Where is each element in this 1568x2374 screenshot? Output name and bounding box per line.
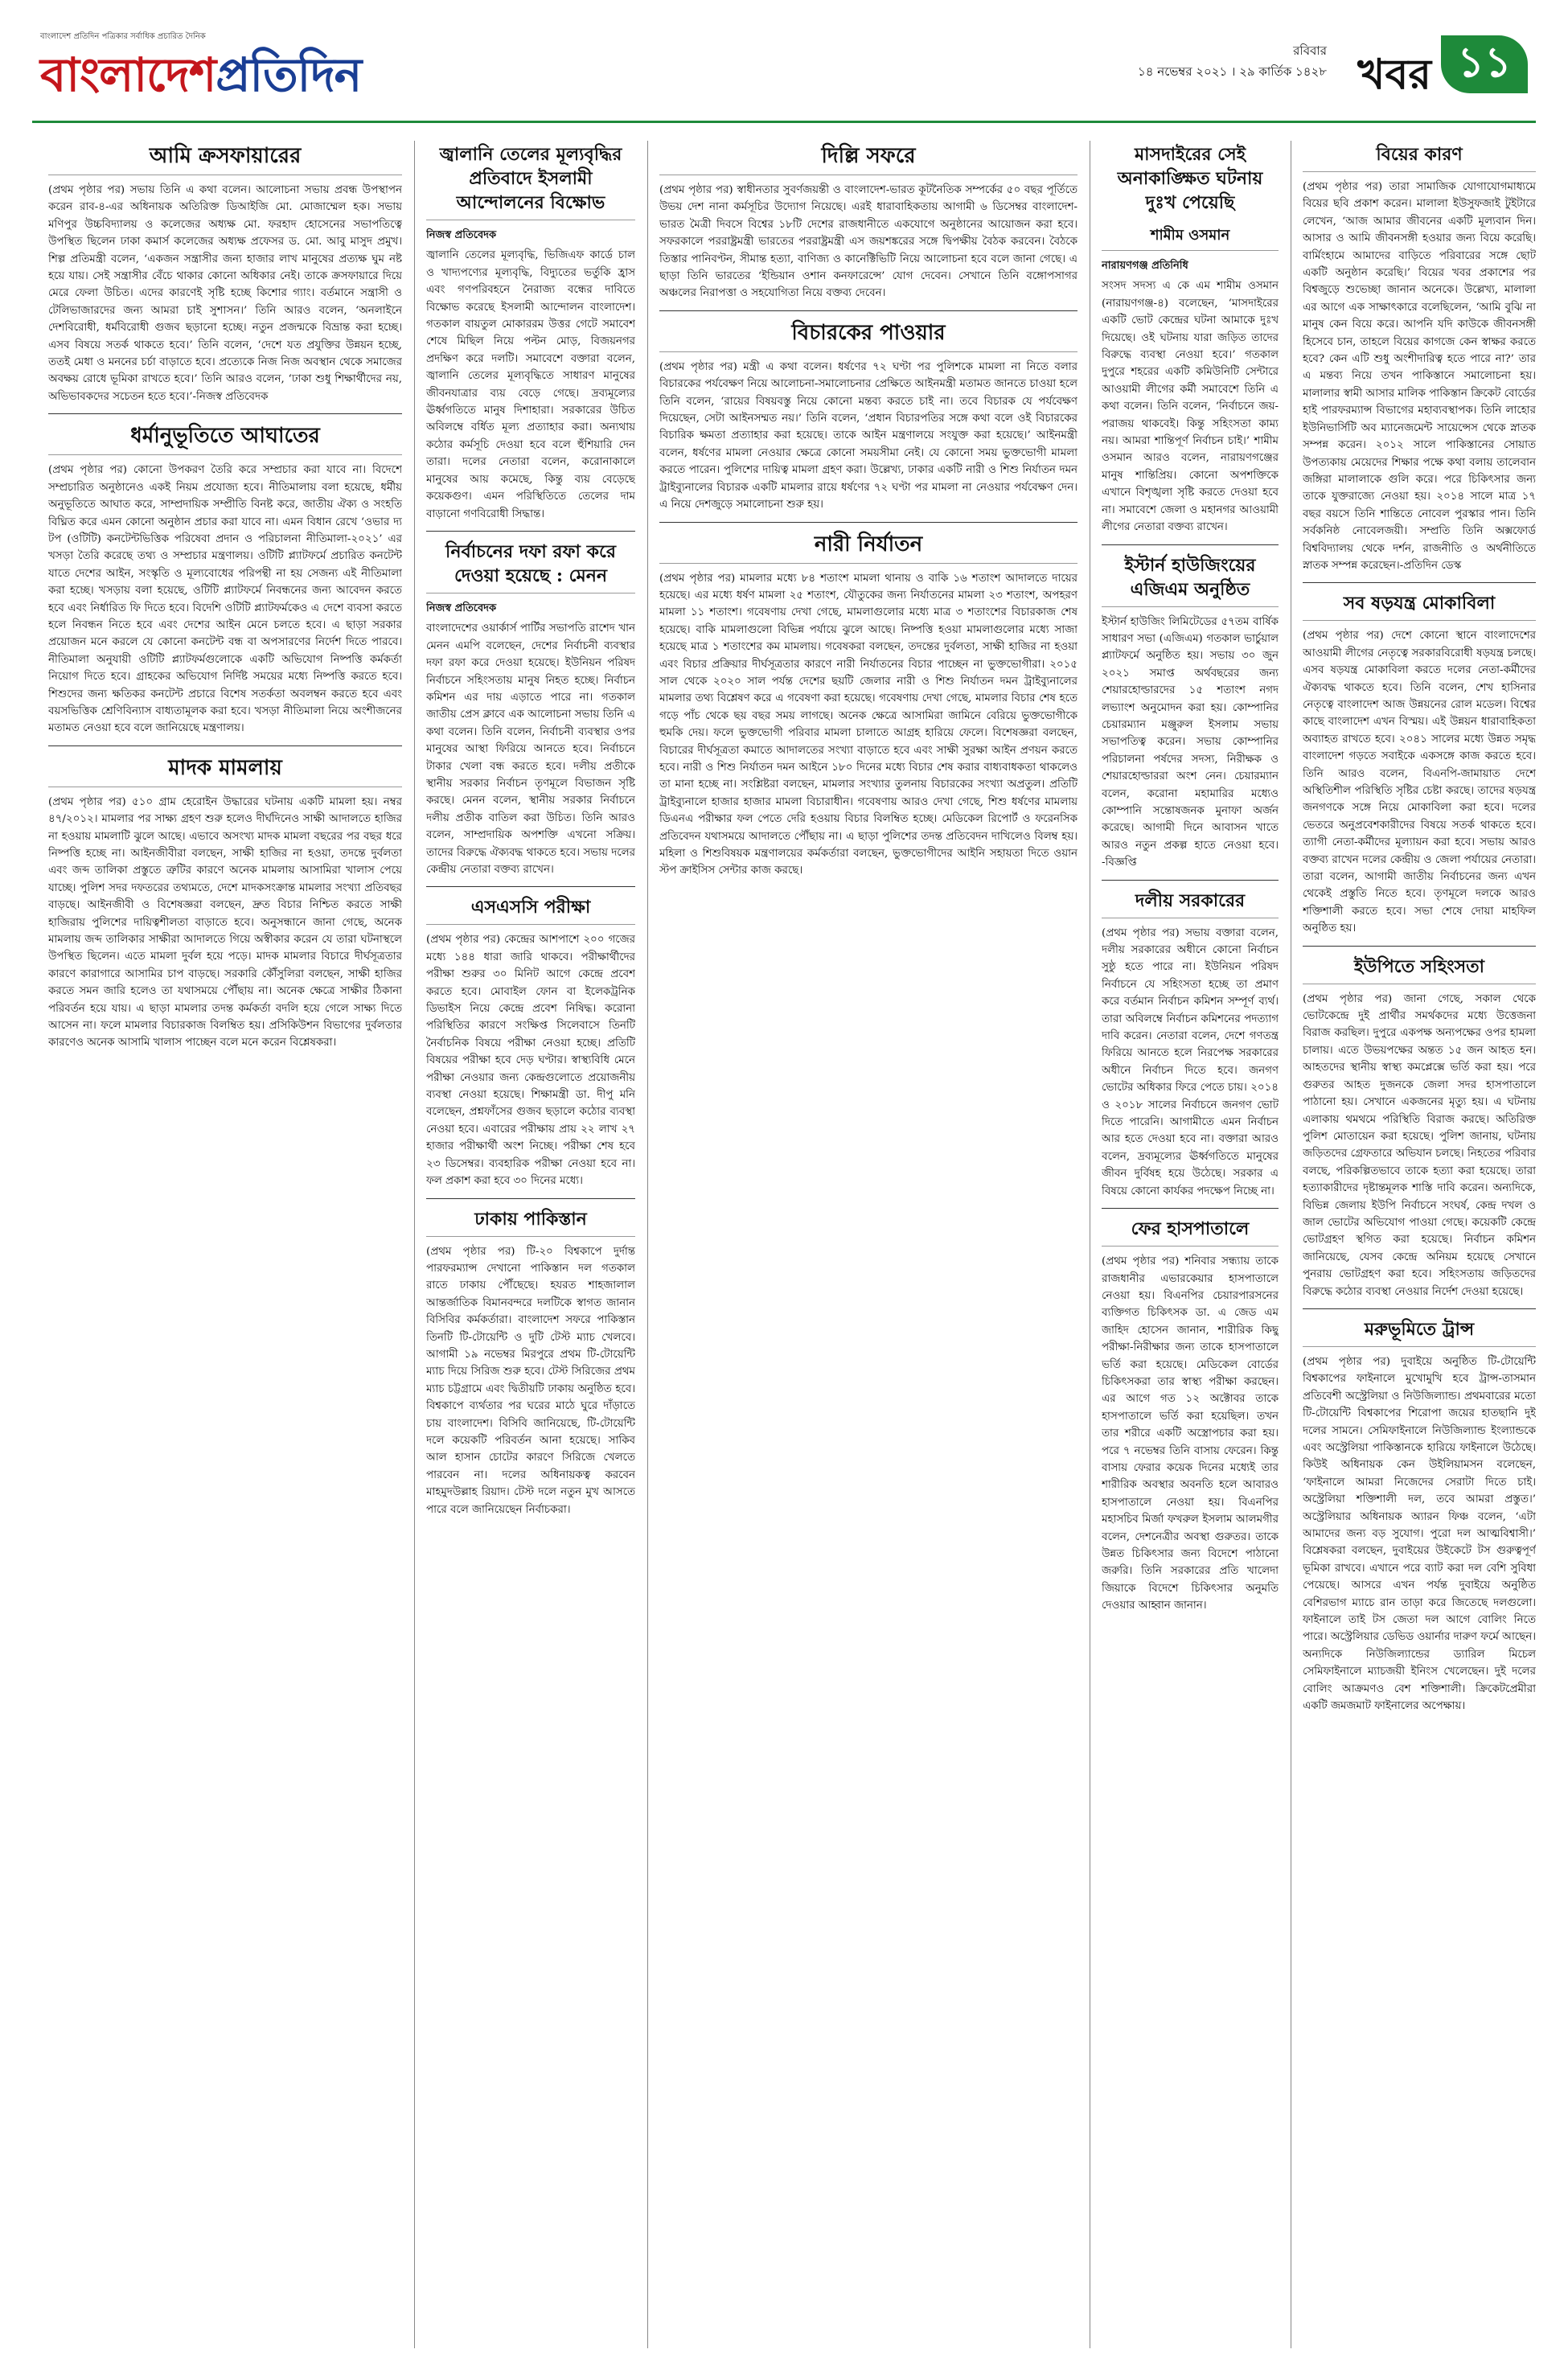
- article-body-marriage-reason: (প্রথম পৃষ্ঠার পর) তারা সামাজিক যোগাযোগমাধ্যমে বিয়ের ছবি প্রকাশ করেন। মালালা ইউসুফজাই টুইটারে লেখেন, ‘আজ আমার জীবনের একটি মূল্যবান দিন। আসার ও আমি জীবনসঙ্গী হওয়ার জন্য বিয়ে করেছি। বার্মিংহামে আমাদের বাড়িতে পরিবারের সঙ্গে ছোট একটি অনুষ্ঠান করেছি।’ বিয়ের খবর প্রকাশের পর বিশ্বজুড়ে শুভেচ্ছা জানান অনেকে। উল্লেখ্য, মালালা এর আগে এক সাক্ষাৎকারে বলেছিলেন, ‘আমি বুঝি না মানুষ কেন বিয়ে করে। আপনি যদি কাউকে জীবনসঙ্গী হিসেবে চান, তাহলে বিয়ের কাগজে কেন স্বাক্ষর করতে হবে? কেন এটি শুধু অংশীদারিত্ব হতে পারে না?’ তার এ মন্তব্য নিয়ে তখন পাকিস্তানে সমালোচনা হয়। মালালার স্বামী আসার মালিক পাকিস্তান ক্রিকেট বোর্ডের হাই পারফরম্যান্স বিভাগের মহাব্যবস্থাপক। তিনি লাহোর ইউনিভার্সিটি অব ম্যানেজমেন্ট সায়েন্সেস থেকে স্নাতক সম্পন্ন করেন। ২০১২ সালে পাকিস্তানের সোয়াত উপত্যকায় মেয়েদের শিক্ষার পক্ষে কথা বলায় তালেবান জঙ্গিরা মালালাকে গুলি করে। পরে চিকিৎসার জন্য তাকে যুক্তরাজ্যে নেওয়া হয়। ২০১৪ সালে মাত্র ১৭ বছর বয়সে তিনি শান্তিতে নোবেল পুরস্কার পান। তিনি সর্বকনিষ্ঠ নোবেলজয়ী। সম্প্রতি তিনি অক্সফোর্ড বিশ্ববিদ্যালয় থেকে দর্শন, রাজনীতি ও অর্থনীতিতে স্নাতক সম্পন্ন করেছেন।-প্রতিদিন ডেস্ক: [1303, 181, 1536, 572]
- divider: [426, 1198, 635, 1199]
- logo-tagline: বাংলাদেশ প্রতিদিন পত্রিকার সর্বাধিক প্রচারিত দৈনিক: [40, 32, 206, 41]
- byline-menon: নিজস্ব প্রতিবেদক: [426, 602, 497, 614]
- column-4: [1102, 141, 1279, 2348]
- divider: [48, 745, 402, 746]
- headline-women-violence[interactable]: নারী নির্যাতন: [659, 531, 1077, 564]
- column-2: [426, 141, 635, 2348]
- headline-religious-sentiment[interactable]: ধর্মানুভূতিতে আঘাতের: [48, 422, 402, 455]
- headline-crossfire[interactable]: আমি ক্রসফায়ারের: [48, 142, 402, 175]
- headline-delhi-visit[interactable]: দিল্লি সফরে: [659, 142, 1077, 175]
- section-title: খবর: [1357, 51, 1431, 99]
- headline-menon[interactable]: নির্বাচনের দফা রফা করে দেওয়া হয়েছে : মেনন: [426, 540, 635, 594]
- headline-drug-case[interactable]: মাদক মামলায়: [48, 754, 402, 787]
- byline-masdair: নারায়ণগঞ্জ প্রতিনিধি: [1102, 260, 1188, 272]
- headline-masdair[interactable]: মাসদাইরের সেই অনাকাঙ্ক্ষিত ঘটনায় দুঃখ পেয়েছি: [1117, 144, 1263, 213]
- article-body-conspiracy: (প্রথম পৃষ্ঠার পর) দেশে কোনো স্থানে বাংলাদেশের আওয়ামী লীগের নেতৃত্বে সরকারবিরোধী ষড়যন্ত্র চলছে। এসব ষড়যন্ত্র মোকাবিলা করতে দলের নেতা-কর্মীদের ঐক্যবদ্ধ থাকতে হবে। তিনি বলেন, শেখ হাসিনার নেতৃত্বে বাংলাদেশ আজ উন্নয়নের রোল মডেল। বিশ্বের কাছে বাংলাদেশ এখন বিস্ময়। এই উন্নয়ন ধারাবাহিকতা অব্যাহত রাখতে হবে। ২০৪১ সালের মধ্যে উন্নত সমৃদ্ধ বাংলাদেশ গড়তে সবাইকে একসঙ্গে কাজ করতে হবে। তিনি আরও বলেন, বিএনপি-জামায়াত দেশে অস্থিতিশীল পরিস্থিতি সৃষ্টির চেষ্টা করছে। তাদের ষড়যন্ত্র জনগণকে সঙ্গে নিয়ে মোকাবিলা করা হবে। দলের ভেতরে অনুপ্রবেশকারীদের বিষয়ে সতর্ক থাকতে হবে। ত্যাগী নেতা-কর্মীদের মূল্যায়ন করা হবে। সভায় আরও বক্তব্য রাখেন দলের কেন্দ্রীয় ও জেলা পর্যায়ের নেতারা। তারা বলেন, আগামী জাতীয় নির্বাচনের জন্য এখন থেকেই প্রস্তুতি নিতে হবে। তৃণমূলে দলকে আরও শক্তিশালী করতে হবে। সভা শেষে দোয়া মাহফিল অনুষ্ঠিত হয়।: [1303, 630, 1536, 935]
- newspaper-logo[interactable]: [40, 45, 361, 111]
- column-1: [48, 141, 402, 2348]
- masthead: [32, 24, 1536, 137]
- divider: [1102, 880, 1279, 881]
- article-body-menon: বাংলাদেশের ওয়ার্কার্স পার্টির সভাপতি রাশেদ খান মেনন এমপি বলেছেন, দেশের নির্বাচনী ব্যবস্থার দফা রফা করে দেওয়া হয়েছে। ইউনিয়ন পরিষদ নির্বাচনে সহিংসতায় মানুষ নিহত হচ্ছে। নির্বাচন কমিশন এর দায় এড়াতে পারে না। গতকাল জাতীয় প্রেস ক্লাবে এক আলোচনা সভায় তিনি এ কথা বলেন। তিনি বলেন, নির্বাচনী ব্যবস্থার ওপর মানুষের আস্থা ফিরিয়ে আনতে হবে। নির্বাচনে টাকার খেলা বন্ধ করতে হবে। দলীয় প্রতীকে স্থানীয় সরকার নির্বাচন তৃণমূলে বিভাজন সৃষ্টি করছে। মেনন বলেন, স্থানীয় সরকার নির্বাচনে দলীয় প্রতীক বাতিল করা উচিত। তিনি আরও বলেন, সাম্প্রদায়িক অপশক্তি এখনো সক্রিয়। তাদের বিরুদ্ধে ঐক্যবদ্ধ থাকতে হবে। সভায় দলের কেন্দ্রীয় নেতারা বক্তব্য রাখেন।: [426, 622, 635, 876]
- divider: [1303, 1308, 1536, 1309]
- byline-fuel-protest: নিজস্ব প্রতিবেদক: [426, 229, 497, 241]
- divider: [426, 531, 635, 532]
- headline-party-government[interactable]: দলীয় সরকারের: [1102, 889, 1279, 918]
- headline-fuel-protest[interactable]: জ্বালানি তেলের মূল্যবৃদ্ধির প্রতিবাদে ইসলামী আন্দোলনের বিক্ষোভ: [426, 142, 635, 220]
- divider: [1303, 946, 1536, 947]
- headline-marriage-reason[interactable]: বিয়ের কারণ: [1303, 142, 1536, 172]
- date-block: [1138, 40, 1327, 82]
- headline-conspiracy[interactable]: সব ষড়যন্ত্র মোকাবিলা: [1303, 591, 1536, 621]
- article-body-ssc: (প্রথম পৃষ্ঠার পর) কেন্দ্রের আশপাশে ২০০ গজের মধ্যে ১৪৪ ধারা জারি থাকবে। পরীক্ষার্থীদের পরীক্ষা শুরুর ৩০ মিনিট আগে কেন্দ্রে প্রবেশ করতে হবে। মোবাইল ফোন বা ইলেকট্রনিক ডিভাইস নিয়ে কেন্দ্রে প্রবেশ নিষিদ্ধ। করোনা পরিস্থিতির কারণে সংক্ষিপ্ত সিলেবাসে তিনটি নৈর্বাচনিক বিষয়ে পরীক্ষা নেওয়া হচ্ছে। প্রতিটি বিষয়ের পরীক্ষা হবে দেড় ঘণ্টার। স্বাস্থ্যবিধি মেনে পরীক্ষা নেওয়ার জন্য কেন্দ্রগুলোতে প্রয়োজনীয় ব্যবস্থা নেওয়া হয়েছে। শিক্ষামন্ত্রী ডা. দীপু মনি বলেছেন, প্রশ্নফাঁসের গুজব ছড়ালে কঠোর ব্যবস্থা নেওয়া হবে। এবারের পরীক্ষায় প্রায় ২২ লাখ ২৭ হাজার পরীক্ষার্থী অংশ নিচ্ছে। পরীক্ষা শেষ হবে ২৩ ডিসেম্বর। ব্যবহারিক পরীক্ষা নেওয়া হবে না। ফল প্রকাশ করা হবে ৩০ দিনের মধ্যে।: [426, 934, 635, 1188]
- divider: [48, 413, 402, 414]
- logo-text-part1: বাংলাদেশ: [40, 47, 216, 102]
- headline-hospital-again[interactable]: ফের হাসপাতালে: [1102, 1217, 1279, 1247]
- article-body-up-violence: (প্রথম পৃষ্ঠার পর) জানা গেছে, সকাল থেকে ভোটকেন্দ্রে দুই প্রার্থীর সমর্থকদের মধ্যে উত্তেজনা বিরাজ করছিল। দুপুরে একপক্ষ অন্যপক্ষের ওপর হামলা চালায়। এতে উভয়পক্ষের অন্তত ১৫ জন আহত হন। আহতদের স্থানীয় স্বাস্থ্য কমপ্লেক্সে ভর্তি করা হয়। পরে গুরুতর আহত দুজনকে জেলা সদর হাসপাতালে পাঠানো হয়। সেখানে একজনের মৃত্যু হয়। এ ঘটনায় এলাকায় থমথমে পরিস্থিতি বিরাজ করছে। অতিরিক্ত পুলিশ মোতায়েন করা হয়েছে। পুলিশ জানায়, ঘটনায় জড়িতদের গ্রেফতারে অভিযান চলছে। নিহতের পরিবার বলছে, পরিকল্পিতভাবে তাকে হত্যা করা হয়েছে। তারা হত্যাকারীদের দৃষ্টান্তমূলক শাস্তি দাবি করেন। অন্যদিকে, বিভিন্ন জেলায় ইউপি নির্বাচনে সংঘর্ষ, কেন্দ্র দখল ও জাল ভোটের অভিযোগ পাওয়া গেছে। কয়েকটি কেন্দ্রে ভোটগ্রহণ স্থগিত করা হয়েছে। নির্বাচন কমিশন জানিয়েছে, যেসব কেন্দ্রে অনিয়ম হয়েছে সেখানে পুনরায় ভোটগ্রহণ করা হবে। সহিংসতায় জড়িতদের বিরুদ্ধে কঠোর ব্যবস্থা নেওয়ার নির্দেশ দেওয়া হয়েছে।: [1303, 992, 1536, 1298]
- divider: [659, 310, 1077, 311]
- article-body-delhi-visit: (প্রথম পৃষ্ঠার পর) স্বাধীনতার সুবর্ণজয়ন্তী ও বাংলাদেশ-ভারত কূটনৈতিক সম্পর্কের ৫০ বছর পূর্তিতে উভয় দেশ নানা কর্মসূচির উদ্যোগ নিয়েছে। এরই ধারাবাহিকতায় আগামী ৬ ডিসেম্বর বাংলাদেশ-ভারত মৈত্রী দিবসে বিশ্বের ১৮টি দেশের রাজধানীতে একযোগে অনুষ্ঠানের আয়োজন করা হবে। সফরকালে পররাষ্ট্রমন্ত্রী ভারতের পররাষ্ট্রমন্ত্রী এস জয়শঙ্করের সঙ্গে দ্বিপক্ষীয় বৈঠক করবেন। বৈঠকে তিস্তার পানিবণ্টন, সীমান্ত হত্যা, বাণিজ্য ও কানেক্টিভিটি নিয়ে আলোচনা হবে বলে জানা গেছে। এ ছাড়া তিনি ভারতের ‘ইন্ডিয়ান ওশান কনফারেন্সে’ যোগ দেবেন। সেখানে তিনি বঙ্গোপসাগর অঞ্চলের নিরাপত্তা ও সহযোগিতা নিয়ে বক্তব্য দেবেন।: [659, 184, 1077, 300]
- article-body-fuel-protest: জ্বালানি তেলের মূল্যবৃদ্ধি, ভিজিএফ কার্ডে চাল ও খাদ্যপণ্যের মূল্যবৃদ্ধি, বিদ্যুতের ভর্তুকি হ্রাস এবং গণপরিবহনে নৈরাজ্য বন্ধের দাবিতে বিক্ষোভ করেছে ইসলামী আন্দোলন বাংলাদেশ। গতকাল বায়তুল মোকাররম উত্তর গেটে সমাবেশ শেষে মিছিল নিয়ে পল্টন মোড়, বিজয়নগর প্রদক্ষিণ করে দলটি। সমাবেশে বক্তারা বলেন, জ্বালানি তেলের মূল্যবৃদ্ধিতে সাধারণ মানুষের জীবনযাত্রার ব্যয় বেড়ে গেছে। দ্রব্যমূল্যের ঊর্ধ্বগতিতে মানুষ দিশাহারা। সরকারের উচিত অবিলম্বে বর্ধিত মূল্য প্রত্যাহার করা। অন্যথায় কঠোর কর্মসূচি দেওয়া হবে বলে হুঁশিয়ারি দেন তারা। দলের নেতারা বলেন, করোনাকালে মানুষের আয় কমেছে, কিন্তু ব্যয় বেড়েছে কয়েকগুণ। এমন পরিস্থিতিতে তেলের দাম বাড়ানো গণবিরোধী সিদ্ধান্ত।: [426, 249, 635, 520]
- article-body-pakistan-dhaka: (প্রথম পৃষ্ঠার পর) টি-২০ বিশ্বকাপে দুর্দান্ত পারফরম্যান্স দেখানো পাকিস্তান দল গতকাল রাতে ঢাকায় পৌঁছেছে। হযরত শাহজালাল আন্তর্জাতিক বিমানবন্দরে দলটিকে স্বাগত জানান বিসিবির কর্মকর্তারা। বাংলাদেশ সফরে পাকিস্তান তিনটি টি-টোয়েন্টি ও দুটি টেস্ট ম্যাচ খেলবে। আগামী ১৯ নভেম্বর মিরপুরে প্রথম টি-টোয়েন্টি ম্যাচ দিয়ে সিরিজ শুরু হবে। টেস্ট সিরিজের প্রথম ম্যাচ চট্টগ্রামে এবং দ্বিতীয়টি ঢাকায় অনুষ্ঠিত হবে। বিশ্বকাপে ব্যর্থতার পর ঘরের মাঠে ঘুরে দাঁড়াতে চায় বাংলাদেশ। বিসিবি জানিয়েছে, টি-টোয়েন্টি দলে কয়েকটি পরিবর্তন আনা হয়েছে। সাকিব আল হাসান চোটের কারণে সিরিজে খেলতে পারবেন না। দলের অধিনায়কত্ব করবেন মাহমুদউল্লাহ রিয়াদ। টেস্ট দলে নতুন মুখ আসতে পারে বলে জানিয়েছেন নির্বাচকরা।: [426, 1245, 635, 1516]
- headline-trans-tasman[interactable]: মরুভূমিতে ট্রান্স: [1303, 1317, 1536, 1347]
- page-number-badge: ১১: [1441, 35, 1528, 93]
- logo-text-part2: প্রতিদিন: [215, 47, 362, 102]
- article-body-masdair: সংসদ সদস্য এ কে এম শামীম ওসমান (নারায়ণগঞ্জ-৪) বলেছেন, ‘মাসদাইরের একটি ভোট কেন্দ্রের ঘটনা আমাকে দুঃখ দিয়েছে। ওই ঘটনায় যারা জড়িত তাদের বিরুদ্ধে ব্যবস্থা নেওয়া হবে।’ গতকাল দুপুরে শহরের একটি কমিউনিটি সেন্টারে আওয়ামী লীগের কর্মী সমাবেশে তিনি এ কথা বলেন। তিনি বলেন, ‘নির্বাচনে জয়-পরাজয় থাকবেই। কিন্তু সহিংসতা কাম্য নয়। আমরা শান্তিপূর্ণ নির্বাচন চাই।’ শামীম ওসমান আরও বলেন, নারায়ণগঞ্জের মানুষ শান্তিপ্রিয়। কোনো অপশক্তিকে এখানে বিশৃঙ্খলা সৃষ্টি করতে দেওয়া হবে না। সমাবেশে জেলা ও মহানগর আওয়ামী লীগের নেতারা বক্তব্য রাখেন।: [1102, 280, 1279, 534]
- article-body-drug-case: (প্রথম পৃষ্ঠার পর) ৫১০ গ্রাম হেরোইন উদ্ধারের ঘটনায় একটি মামলা হয়। নম্বর ৪৭/২০১২। মামলার পর সাক্ষ্য গ্রহণ শুরু হলেও দীর্ঘদিনেও সাক্ষী আদালতে হাজির না হওয়ায় মামলাটি ঝুলে আছে। এভাবে অসংখ্য মাদক মামলা বছরের পর বছর ধরে নিষ্পত্তি হচ্ছে না। আইনজীবীরা বলছেন, সাক্ষী হাজির না হওয়া, তদন্তে দুর্বলতা এবং জব্দ তালিকা প্রস্তুতে ত্রুটির কারণে অনেক মামলায় আসামিরা খালাস পেয়ে যাচ্ছে। পুলিশ সদর দফতরের তথ্যমতে, দেশে মাদকসংক্রান্ত মামলার সংখ্যা প্রতিবছর বাড়ছে। আইনজীবী ও বিশেষজ্ঞরা বলছেন, দ্রুত বিচার নিশ্চিত করতে সাক্ষী হাজিরায় পুলিশের দায়িত্বশীলতা বাড়াতে হবে। অনুসন্ধানে জানা গেছে, অনেক মামলায় জব্দ তালিকার সাক্ষীরা আদালতে গিয়ে অস্বীকার করেন যে তারা ঘটনাস্থলে উপস্থিত ছিলেন। এতে মামলা দুর্বল হয়ে পড়ে। মাদক মামলার বিচারে দীর্ঘসূত্রতার কারণে কারাগারে আসামির চাপ বাড়ছে। সরকারি কৌঁসুলিরা বলছেন, সাক্ষী হাজির করতে সমন জারি হলেও তা যথাসময়ে পৌঁছায় না। অনেক ক্ষেত্রে সাক্ষীর ঠিকানা পরিবর্তন হয়ে যায়। এ ছাড়া মামলার তদন্ত কর্মকর্তা বদলি হয়ে গেলে সাক্ষ্য দিতে আসেন না। ফলে মামলার বিচারকাজ বিলম্বিত হয়। প্রসিকিউশন বিভাগের দুর্বলতার কারণেও অনেক আসামি খালাস পাচ্ছেন বলে মনে করেন বিশ্লেষকরা।: [48, 795, 402, 1049]
- subhead-shamim-osman: শামীম ওসমান: [1102, 226, 1279, 251]
- headline-eastern-housing[interactable]: ইস্টার্ন হাউজিংয়ের এজিএম অনুষ্ঠিত: [1102, 553, 1279, 607]
- article-body-hospital-again: (প্রথম পৃষ্ঠার পর) শনিবার সন্ধ্যায় তাকে রাজধানীর এভারকেয়ার হাসপাতালে নেওয়া হয়। বিএনপির চেয়ারপারসনের ব্যক্তিগত চিকিৎসক ডা. এ জেড এম জাহিদ হোসেন জানান, শারীরিক কিছু পরীক্ষা-নিরীক্ষার জন্য তাকে হাসপাতালে ভর্তি করা হয়েছে। মেডিকেল বোর্ডের চিকিৎসকরা তার স্বাস্থ্য পরীক্ষা করছেন। এর আগে গত ১২ অক্টোবর তাকে হাসপাতালে ভর্তি করা হয়েছিল। তখন তার শরীরে একটি অস্ত্রোপচার করা হয়। পরে ৭ নভেম্বর তিনি বাসায় ফেরেন। কিন্তু বাসায় ফেরার কয়েক দিনের মধ্যেই তার শারীরিক অবস্থার অবনতি হলে আবারও হাসপাতালে নেওয়া হয়। বিএনপির মহাসচিব মির্জা ফখরুল ইসলাম আলমগীর বলেন, দেশনেত্রীর অবস্থা গুরুতর। তাকে উন্নত চিকিৎসার জন্য বিদেশে পাঠানো জরুরি। তিনি সরকারের প্রতি খালেদা জিয়াকে বিদেশে চিকিৎসার অনুমতি দেওয়ার আহ্বান জানান।: [1102, 1255, 1279, 1612]
- article-body-crossfire: (প্রথম পৃষ্ঠার পর) সভায় তিনি এ কথা বলেন। আলোচনা সভায় প্রবন্ধ উপস্থাপন করেন রাব-৪-এর অধিনায়ক অতিরিক্ত ডিআইজি মো. মোজাম্মেল হক। সভায় মণিপুর উচ্চবিদ্যালয় ও কলেজের অধ্যক্ষ মো. ফরহাদ হোসেনের সভাপতিত্বে উপস্থিত ছিলেন ঢাকা কমার্স কলেজের অধ্যক্ষ প্রফেসর ড. মো. আবু মাসুদ প্রমুখ। শিল্প প্রতিমন্ত্রী বলেন, ‘একজন সন্ত্রাসীর জন্য হাজার লাখ মানুষের প্রত্যক্ষ ঘুম নষ্ট হয়ে যায়। সেই সন্ত্রাসীর বেঁচে থাকার কোনো অধিকার নেই। তাকে ক্রসফায়ারে দিয়ে মেরে ফেলা উচিত। এদের কারণেই সৃষ্টি হচ্ছে কিশোর গ্যাং। বর্তমানে সন্ত্রাসী ও টেলিভাজারদের জন্য আমরা চাই সুশাসন।’ তিনি আরও বলেন, ‘অনলাইনে দেশবিরোধী, ধর্মবিরোধী গুজব ছড়ানো হচ্ছে। নতুন প্রজন্মকে বিভ্রান্ত করা হচ্ছে। এসব বিষয়ে সতর্ক থাকতে হবে।’ তিনি বলেন, ‘দেশে যত প্রযুক্তির উন্নয়ন হচ্ছে, ততই মেধা ও মননের চর্চা বাড়াতে হবে। প্রত্যেকে নিজ নিজ অবস্থান থেকে সমাজের অবক্ষয় রোধে ভূমিকা রাখতে হবে।’ তিনি আরও বলেন, ‘ঢাকা শুধু শিক্ষার্থীদের নয়, অভিভাবকদের সচেতন হতে হবে।’-নিজস্ব প্রতিবেদক: [48, 184, 402, 403]
- day-label: রবিবার: [1293, 43, 1327, 58]
- divider: [426, 886, 635, 887]
- masthead-rule: [32, 121, 1536, 123]
- article-body-party-government: (প্রথম পৃষ্ঠার পর) সভায় বক্তারা বলেন, দলীয় সরকারের অধীনে কোনো নির্বাচন সুষ্ঠু হতে পারে না। ইউনিয়ন পরিষদ নির্বাচনে যে সহিংসতা হচ্ছে তা প্রমাণ করে বর্তমান নির্বাচন কমিশন সম্পূর্ণ ব্যর্থ। তারা অবিলম্বে নির্বাচন কমিশনের পদত্যাগ দাবি করেন। নেতারা বলেন, দেশে গণতন্ত্র ফিরিয়ে আনতে হলে নিরপেক্ষ সরকারের অধীনে নির্বাচন দিতে হবে। জনগণ ভোটের অধিকার ফিরে পেতে চায়। ২০১৪ ও ২০১৮ সালের নির্বাচনে জনগণ ভোট দিতে পারেনি। আগামীতে এমন নির্বাচন আর হতে দেওয়া হবে না। বক্তারা আরও বলেন, দ্রব্যমূল্যের ঊর্ধ্বগতিতে মানুষের জীবন দুর্বিষহ হয়ে উঠেছে। সরকার এ বিষয়ে কোনো কার্যকর পদক্ষেপ নিচ্ছে না।: [1102, 926, 1279, 1197]
- headline-judge-power[interactable]: বিচারকের পাওয়ার: [659, 319, 1077, 352]
- column-3: [659, 141, 1077, 2348]
- article-body-women-violence: (প্রথম পৃষ্ঠার পর) মামলার মধ্যে ৮৪ শতাংশ মামলা থানায় ও বাকি ১৬ শতাংশ আদালতে দায়ের হয়েছে। এর মধ্যে ধর্ষণ মামলা ২৫ শতাংশ, যৌতুকের জন্য নির্যাতনের মামলা ২৩ শতাংশ, অপহরণ মামলা ১১ শতাংশ। গবেষণায় দেখা গেছে, মামলাগুলোর মধ্যে মাত্র ৩ শতাংশের বিচারকাজ শেষ হয়েছে। বাকি মামলাগুলো বিভিন্ন পর্যায়ে ঝুলে আছে। নিষ্পত্তি হওয়া মামলাগুলোর মধ্যে সাজা হয়েছে মাত্র ১ শতাংশের কম মামলায়। গবেষকরা বলছেন, তদন্তের দুর্বলতা, সাক্ষী হাজির না হওয়া এবং বিচার প্রক্রিয়ার দীর্ঘসূত্রতার কারণে নারী নির্যাতনের বিচার পাচ্ছেন না ভুক্তভোগীরা। ২০১৫ সাল থেকে ২০২০ সাল পর্যন্ত দেশের ছয়টি জেলার নারী ও শিশু নির্যাতন দমন ট্রাইব্যুনালের মামলার তথ্য বিশ্লেষণ করে এ গবেষণা করা হয়েছে। গবেষণায় দেখা গেছে, মামলার বিচার শেষ হতে গড়ে পাঁচ থেকে ছয় বছর সময় লাগছে। অনেক ক্ষেত্রে আসামিরা জামিনে বেরিয়ে ভুক্তভোগীকে হুমকি দেয়। ফলে ভুক্তভোগী পরিবার মামলা চালাতে আগ্রহ হারিয়ে ফেলে। বিশেষজ্ঞরা বলছেন, বিচারের দীর্ঘসূত্রতা কমাতে আদালতের সংখ্যা বাড়াতে হবে এবং সাক্ষী সুরক্ষা আইন প্রণয়ন করতে হবে। নারী ও শিশু নির্যাতন দমন আইনে ১৮০ দিনের মধ্যে বিচার শেষ করার বাধ্যবাধকতা থাকলেও তা মানা হচ্ছে না। সংশ্লিষ্টরা বলছেন, মামলার সংখ্যার তুলনায় বিচারকের সংখ্যা অপ্রতুল। প্রতিটি ট্রাইব্যুনালে হাজার হাজার মামলা বিচারাধীন। গবেষণায় আরও দেখা গেছে, শিশু ধর্ষণের মামলায় ডিএনএ পরীক্ষার ফল পেতে দেরি হওয়ায় বিচার বিলম্বিত হচ্ছে। মেডিকেল রিপোর্ট ও ফরেনসিক প্রতিবেদন যথাসময়ে আদালতে পৌঁছায় না। এ ছাড়া পুলিশের তদন্ত প্রতিবেদন দাখিলেও বিলম্ব হয়। মহিলা ও শিশুবিষয়ক মন্ত্রণালয়ের কর্মকর্তারা বলছেন, ভুক্তভোগীদের আইনি সহায়তা দিতে ওয়ান স্টপ ক্রাইসিস সেন্টার কাজ করছে।: [659, 572, 1077, 877]
- divider: [1102, 1208, 1279, 1209]
- headline-pakistan-dhaka[interactable]: ঢাকায় পাকিস্তান: [426, 1207, 635, 1237]
- divider: [1102, 544, 1279, 545]
- column-5: [1303, 141, 1536, 2348]
- column-separator: [647, 141, 648, 2348]
- headline-up-violence[interactable]: ইউপিতে সহিংসতা: [1303, 955, 1536, 984]
- divider: [1303, 582, 1536, 583]
- article-body-religious-sentiment: (প্রথম পৃষ্ঠার পর) কোনো উপকরণ তৈরি করে সম্প্রচার করা যাবে না। বিদেশে সম্প্রচারিত অনুষ্ঠানেও একই নিয়ম প্রযোজ্য হবে। নীতিমালায় বলা হয়েছে, ধর্মীয় অনুভূতিতে আঘাত করে, সাম্প্রদায়িক সম্প্রীতি বিনষ্ট করে, জাতীয় ঐক্য ও সংহতি বিঘ্নিত করে এমন কোনো অনুষ্ঠান প্রচার করা যাবে না। এমন বিধান রেখে ‘ওভার দ্য টপ (ওটিটি) কনটেন্টভিত্তিক পরিষেবা প্রদান ও পরিচালনা নীতিমালা-২০২১’ এর খসড়া তৈরি করেছে তথ্য ও সম্প্রচার মন্ত্রণালয়। ওটিটি প্ল্যাটফর্মে প্রচারিত কনটেন্ট যাতে দেশের আইন, সংস্কৃতি ও মূল্যবোধের পরিপন্থী না হয় সেজন্য এই নীতিমালা করা হচ্ছে। খসড়ায় বলা হয়েছে, ওটিটি প্ল্যাটফর্মে নিবন্ধনের জন্য আবেদন করতে হবে এবং নির্ধারিত ফি দিতে হবে। বিদেশি ওটিটি প্ল্যাটফর্মকেও এ দেশে ব্যবসা করতে হলে নিবন্ধন নিতে হবে এবং দেশের আইন মেনে চলতে হবে। এ ছাড়া সরকার প্রয়োজন মনে করলে যে কোনো কনটেন্ট বন্ধ বা অপসারণের নির্দেশ দিতে পারবে। নীতিমালা অনুযায়ী ওটিটি প্ল্যাটফর্মগুলোকে একটি অভিযোগ নিষ্পত্তি কর্মকর্তা নিয়োগ দিতে হবে। গ্রাহকের অভিযোগ নির্দিষ্ট সময়ের মধ্যে নিষ্পত্তি করতে হবে। শিশুদের জন্য ক্ষতিকর কনটেন্ট প্রচারে বিশেষ সতর্কতা অবলম্বন করতে হবে এবং বয়সভিত্তিক শ্রেণিবিন্যাস বাধ্যতামূলক করা হবে। খসড়া নীতিমালা নিয়ে অংশীজনের মতামত নেওয়া হবে বলে জানিয়েছে মন্ত্রণালয়।: [48, 464, 402, 735]
- headline-ssc[interactable]: এসএসসি পরীক্ষা: [426, 895, 635, 925]
- divider: [659, 522, 1077, 523]
- article-body-eastern-housing: ইস্টার্ন হাউজিং লিমিটেডের ৫৭তম বার্ষিক সাধারণ সভা (এজিএম) গতকাল ভার্চুয়াল প্ল্যাটফর্মে অনুষ্ঠিত হয়। সভায় ৩০ জুন ২০২১ সমাপ্ত অর্থবছরের জন্য শেয়ারহোল্ডারদের ১৫ শতাংশ নগদ লভ্যাংশ অনুমোদন করা হয়। কোম্পানির চেয়ারম্যান মঞ্জুরুল ইসলাম সভায় সভাপতিত্ব করেন। সভায় কোম্পানির পরিচালনা পর্ষদের সদস্য, নিরীক্ষক ও শেয়ারহোল্ডাররা অংশ নেন। চেয়ারম্যান বলেন, করোনা মহামারির মধ্যেও কোম্পানি সন্তোষজনক মুনাফা অর্জন করেছে। আগামী দিনে আবাসন খাতে আরও নতুন প্রকল্প হাতে নেওয়া হবে। -বিজ্ঞপ্তি: [1102, 615, 1279, 869]
- article-body-trans-tasman: (প্রথম পৃষ্ঠার পর) দুবাইয়ে অনুষ্ঠিত টি-টোয়েন্টি বিশ্বকাপের ফাইনালে মুখোমুখি হবে ট্রান্স-তাসমান প্রতিবেশী অস্ট্রেলিয়া ও নিউজিল্যান্ড। প্রথমবারের মতো টি-টোয়েন্টি বিশ্বকাপের শিরোপা জয়ের হাতছানি দুই দলের সামনে। সেমিফাইনালে নিউজিল্যান্ড ইংল্যান্ডকে এবং অস্ট্রেলিয়া পাকিস্তানকে হারিয়ে ফাইনালে উঠেছে। কিউই অধিনায়ক কেন উইলিয়ামসন বলেছেন, ‘ফাইনালে আমরা নিজেদের সেরাটা দিতে চাই। অস্ট্রেলিয়া শক্তিশালী দল, তবে আমরা প্রস্তুত।’ অস্ট্রেলিয়ার অধিনায়ক অ্যারন ফিঞ্চ বলেন, ‘এটা আমাদের জন্য বড় সুযোগ। পুরো দল আত্মবিশ্বাসী।’ বিশ্লেষকরা বলছেন, দুবাইয়ের উইকেটে টস গুরুত্বপূর্ণ ভূমিকা রাখবে। এখানে পরে ব্যাট করা দল বেশি সুবিধা পেয়েছে। আসরে এখন পর্যন্ত দুবাইয়ে অনুষ্ঠিত বেশিরভাগ ম্যাচে রান তাড়া করে জিতেছে দলগুলো। ফাইনালে তাই টস জেতা দল আগে বোলিং নিতে পারে। অস্ট্রেলিয়ার ডেভিড ওয়ার্নার দারুণ ফর্মে আছেন। অন্যদিকে নিউজিল্যান্ডের ড্যারিল মিচেল সেমিফাইনালে ম্যাচজয়ী ইনিংস খেলেছেন। দুই দলের বোলিং আক্রমণও বেশ শক্তিশালী। ক্রিকেটপ্রেমীরা একটি জমজমাট ফাইনালের অপেক্ষায়।: [1303, 1355, 1536, 1713]
- date-label: ১৪ নভেম্বর ২০২১ । ২৯ কার্তিক ১৪২৮: [1138, 64, 1327, 79]
- article-body-judge-power: (প্রথম পৃষ্ঠার পর) মন্ত্রী এ কথা বলেন। ধর্ষণের ৭২ ঘণ্টা পর পুলিশকে মামলা না নিতে বলার বিচারকের পর্যবেক্ষণ নিয়ে আলোচনা-সমালোচনার প্রেক্ষিতে আইনমন্ত্রী মতামত জানতে চাওয়া হলে তিনি বলেন, ‘রায়ের বিষয়বস্তু নিয়ে কোনো মন্তব্য করতে চাই না। তবে বিচারক যে পর্যবেক্ষণ দিয়েছেন, সেটা আইনসম্মত নয়।’ তিনি বলেন, ‘প্রধান বিচারপতির সঙ্গে কথা বলে ওই বিচারকের বিচারিক ক্ষমতা প্রত্যাহার করা হয়েছে। তাকে আইন মন্ত্রণালয়ে সংযুক্ত করা হয়েছে।’ আইনমন্ত্রী বলেন, ধর্ষণের মামলা নেওয়ার ক্ষেত্রে কোনো সময়সীমা নেই। যে কোনো সময় ভুক্তভোগী মামলা করতে পারেন। পুলিশের দায়িত্ব মামলা গ্রহণ করা। উল্লেখ্য, ঢাকার একটি নারী ও শিশু নির্যাতন দমন ট্রাইব্যুনালের বিচারক একটি মামলার রায়ে ধর্ষণের ৭২ ঘণ্টা পর মামলা না নেওয়ার পর্যবেক্ষণ দেন। এ নিয়ে দেশজুড়ে সমালোচনা শুরু হয়।: [659, 360, 1077, 511]
- column-separator: [414, 141, 415, 2348]
